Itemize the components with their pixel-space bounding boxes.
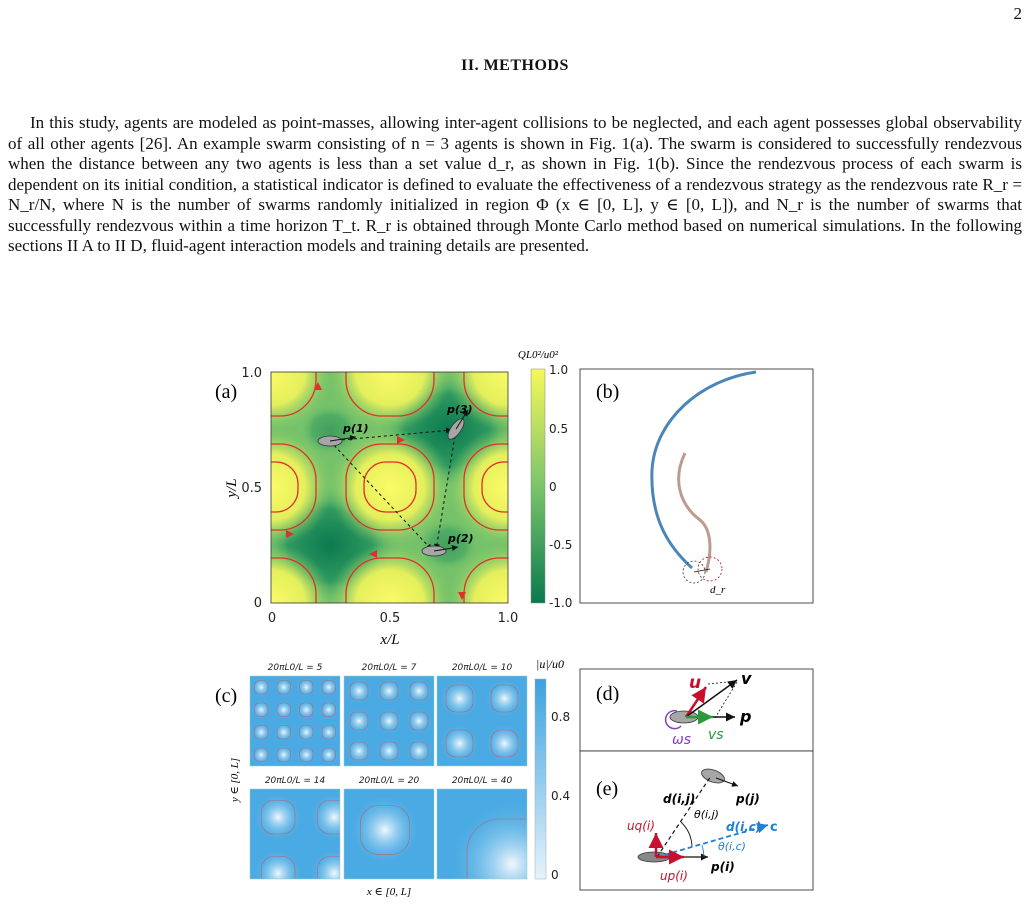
panel-b — [580, 369, 813, 603]
c-title-3: 20πL0/L = 10 — [451, 663, 513, 673]
u-label: u — [689, 673, 702, 693]
panel-c-label: (c) — [215, 685, 238, 707]
u-q-label: uq(i) — [627, 819, 655, 833]
a-xtick-1: 1.0 — [497, 611, 519, 626]
a-colorbar — [531, 369, 545, 603]
panel-d-label: (d) — [596, 683, 620, 705]
c-title-4: 20πL0/L = 14 — [264, 776, 326, 786]
c-tile-3 — [437, 676, 571, 807]
c-title-5: 20πL0/L = 20 — [358, 776, 420, 786]
c-label: c — [770, 820, 778, 835]
d-ic-label: d(i,c) — [726, 820, 762, 834]
agent-1-label: p(1) — [343, 422, 369, 435]
c-ylabel: y ∈ [0, L] — [229, 757, 241, 803]
panel-a-label: (a) — [215, 381, 238, 403]
c-title-6: 20πL0/L = 40 — [451, 776, 513, 786]
d-ij-label: d(i,j) — [663, 792, 696, 806]
dr-label: d_r — [710, 584, 726, 596]
a-xlabel: x/L — [380, 632, 400, 648]
c-title-1: 20πL0/L = 5 — [267, 663, 323, 673]
v-label: v — [741, 669, 752, 688]
a-colorbar-title: QL0²/u0² — [517, 349, 559, 361]
u-p-label: up(i) — [660, 869, 688, 883]
a-cb-tick-m1: -1.0 — [549, 596, 573, 610]
methods-paragraph: In this study, agents are modeled as point-masses, allowing inter-agent collisions to be neglected, and each agent possesses global observability of all other agents [26]. An example swarm consisting of n = 3 agents is shown in Fig. 1(a). The swarm is considered to successfully rendezvous when the distance between any two agents is less than a set value d_r, as shown in Fig. 1(b). Since the rendezvous process of each swarm is dependent on its initial condition, a statistical indicator is defined to evaluate the effectiveness of a rendezvous strategy as the rendezvous rate R_r = N_r/N, where N is the number of swarms randomly initialized in region Φ (x ∈ [0, L], y ∈ [0, L]), and N_r is the number of swarms that successfully rendezvous within a time horizon T_t. R_r is obtained through Monte Carlo method based on numerical simulations. In the following sections II A to II D, fluid-agent interaction models and training details are presented. — [8, 113, 1022, 255]
c-cb-tick-0: 0 — [551, 868, 559, 882]
c-colorbar-title: |u|/u0 — [536, 657, 564, 671]
a-cb-tick-m05: -0.5 — [549, 538, 573, 552]
p-j-label: p(j) — [736, 792, 760, 806]
c-cb-tick-08: 0.8 — [551, 710, 571, 724]
a-ylabel: y/L — [224, 478, 240, 498]
a-ytick-05: 0.5 — [241, 481, 262, 496]
c-xlabel: x ∈ [0, L] — [366, 886, 412, 898]
theta-ij-label: θ(i,j) — [694, 808, 719, 821]
c-cb-tick-04: 0.4 — [551, 789, 571, 803]
agent-3-label: p(3) — [447, 403, 473, 416]
a-cb-tick-05: 0.5 — [549, 422, 569, 436]
agent-2-label: p(2) — [448, 532, 474, 545]
a-ytick-1: 1.0 — [241, 366, 262, 381]
p-i-label: p(i) — [711, 860, 735, 874]
omega-s-label: ωs — [672, 732, 692, 748]
panel-e-label: (e) — [596, 778, 619, 800]
panel-a — [209, 312, 572, 663]
section-heading: II. METHODS — [461, 57, 569, 74]
panel-d — [580, 669, 813, 751]
theta-ic-label: θ(i,c) — [718, 840, 746, 853]
a-cb-tick-0: 0 — [549, 480, 557, 494]
a-xtick-05: 0.5 — [379, 611, 401, 626]
a-ytick-0: 0 — [253, 596, 262, 611]
page-number: 2 — [1013, 4, 1022, 23]
p-label-d: p — [740, 707, 752, 726]
c-colorbar — [535, 679, 546, 879]
a-cb-tick-1: 1.0 — [549, 363, 569, 377]
panel-e — [580, 751, 813, 890]
v-s-label: vs — [708, 727, 724, 743]
a-xtick-0: 0 — [267, 611, 277, 626]
c-title-2: 20πL0/L = 7 — [361, 663, 417, 673]
panel-b-label: (b) — [596, 381, 620, 403]
